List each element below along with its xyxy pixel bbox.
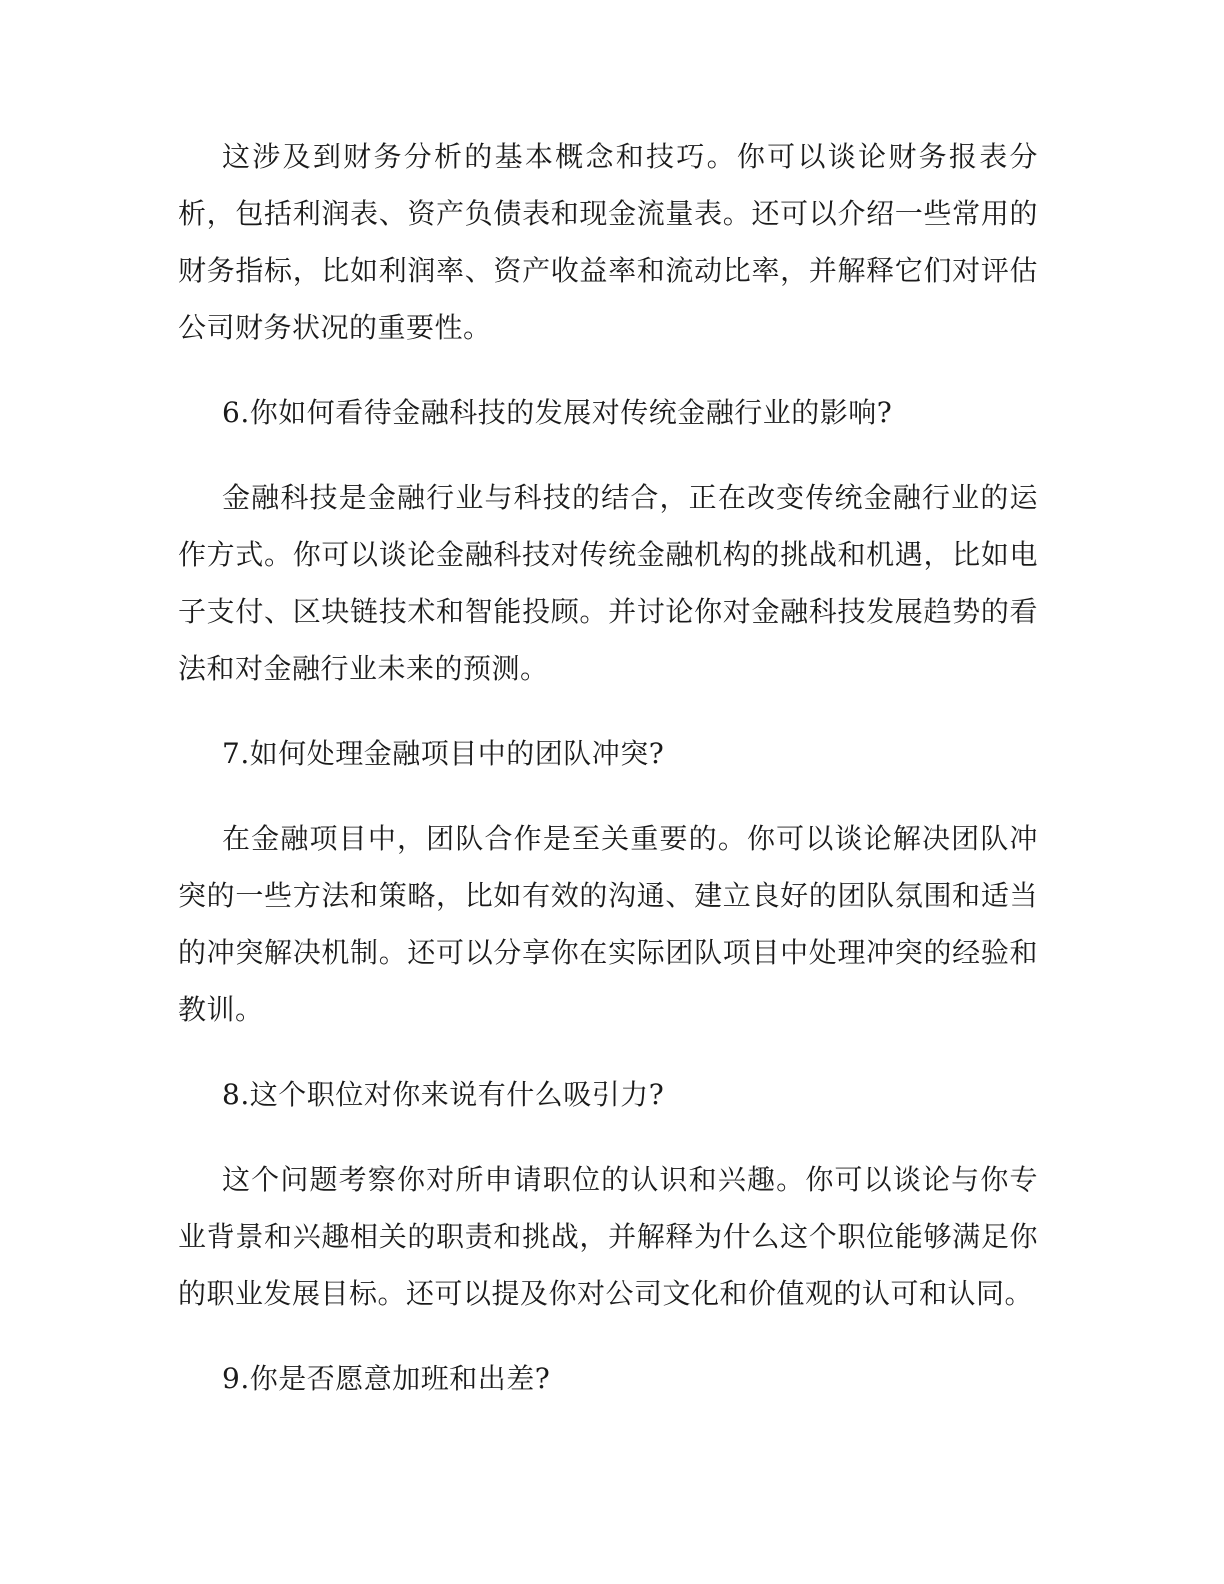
question-8-heading: 8.这个职位对你来说有什么吸引力?	[222, 1078, 665, 1111]
paragraph-fintech: 金融科技是金融行业与科技的结合，正在改变传统金融行业的运作方式。你可以谈论金融科技对传统金融机构的挑战和机遇，比如电子支付、区块链技术和智能投顾。并讨论你对金融科技发展趋势的看法和对金融行业未来的预测。	[178, 481, 1038, 685]
paragraph-team-conflict: 在金融项目中，团队合作是至关重要的。你可以谈论解决团队冲突的一些方法和策略，比如有效的沟通、建立良好的团队氛围和适当的冲突解决机制。还可以分享你在实际团队项目中处理冲突的经验和教训。	[178, 822, 1038, 1026]
question-9-heading: 9.你是否愿意加班和出差?	[222, 1362, 551, 1395]
document-body	[178, 128, 1038, 1435]
paragraph-financial-analysis: 这涉及到财务分析的基本概念和技巧。你可以谈论财务报表分析，包括利润表、资产负债表和现金流量表。还可以介绍一些常用的财务指标，比如利润率、资产收益率和流动比率，并解释它们对评估公司财务状况的重要性。	[178, 140, 1038, 344]
question-6-heading: 6.你如何看待金融科技的发展对传统金融行业的影响?	[222, 396, 893, 429]
paragraph-position-appeal: 这个问题考察你对所申请职位的认识和兴趣。你可以谈论与你专业背景和兴趣相关的职责和挑战，并解释为什么这个职位能够满足你的职业发展目标。还可以提及你对公司文化和价值观的认可和认同。	[178, 1163, 1038, 1310]
question-7-heading: 7.如何处理金融项目中的团队冲突?	[222, 737, 665, 770]
